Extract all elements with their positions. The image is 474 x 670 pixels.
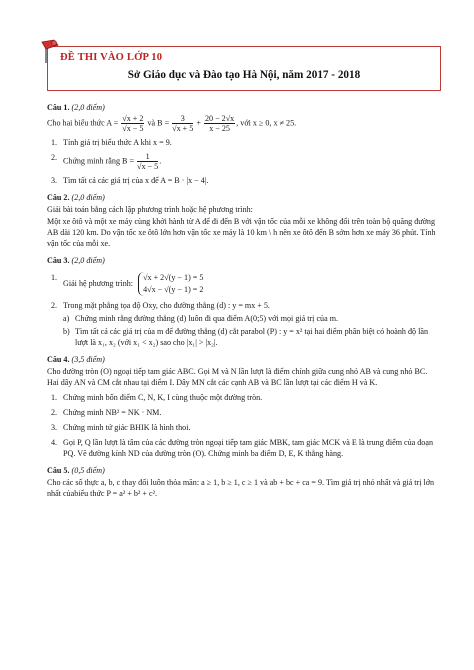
q1-item-3: 3. Tìm tất cả các giá trị của x để A = B · |x − 4|.	[51, 176, 209, 185]
q1-item-2: 2. Chứng minh rằng B = $\frac{1}{√x - 5}$ .	[51, 152, 162, 171]
q3-sub-b: b) Tìm tất cả các giá trị của m để đường thẳng (d) cắt parabol (P) : y = x² tại hai điểm phân biệt có hoành độ lần lượt là x₁, x₂ (với x₁ < x₂) sao cho |x₁| > |x₂|.	[63, 327, 429, 347]
q1-intro: Cho hai biểu thức A = $\frac{√x + 2}{√x - 5}$ và B = $\frac{3}{√x + 5}$ + $\frac{20 - 2√x}{x - 25}$ , với x ≥ 0, x ≠ 25.	[47, 114, 297, 133]
q4-item-3: 3. Chứng minh tứ giác BHIK là hình thoi.	[51, 423, 191, 432]
equation-system: √x + 2√(y − 1) = 5 4√x − √(y − 1) = 2	[138, 272, 203, 296]
q4-item-2: 2. Chứng minh NB² = NK · NM.	[51, 408, 162, 417]
header-title: Sở Giáo dục và Đào tạo Hà Nội, năm 2017 - 2018	[127, 69, 361, 81]
q2-heading: Câu 2. (2,0 điểm)	[47, 193, 105, 202]
header-box	[47, 46, 441, 91]
header-tag: ĐỀ THI VÀO LỚP 10	[60, 52, 163, 63]
q3-heading: Câu 3. (2,0 điểm)	[47, 256, 105, 265]
q5-statement: Cho các số thực a, b, c thay đổi luôn thỏa mãn: a ≥ 1, b ≥ 1, c ≥ 1 và ab + bc + ca = 9. Tìm giá trị nhỏ nhất và giá trị lớn nhất củabiểu thức P = a² + b² + c².	[47, 478, 435, 498]
q4-heading: Câu 4. (3,5 điểm)	[47, 355, 105, 364]
q1-heading: Câu 1. (2,0 điểm)	[47, 103, 105, 112]
fraction-A: $\frac{√x + 2}{√x - 5}$	[122, 114, 144, 133]
q4-statement: Cho đường tròn (O) ngoại tiếp tam giác ABC. Gọi M và N lần lượt là điểm chính giữa cung nhỏ AB và cung nhỏ BC. Hai dây AN và CM cắt nhau tại điểm I. Dây MN cắt các cạnh AB và BC lần lượt tại các điểm H và K.	[47, 367, 428, 387]
q3-sub-a: a) Chứng minh rằng đường thẳng (d) luôn đi qua điểm A(0;5) với mọi giá trị của m.	[63, 314, 339, 323]
fraction-B1: $\frac{3}{√x + 5}$	[172, 114, 194, 133]
q2-instruction: Giải bài toán bằng cách lập phương trình hoặc hệ phương trình:	[47, 205, 253, 214]
fraction-B2: $\frac{20 - 2√x}{x - 25}$	[204, 114, 235, 133]
fraction-B-simplified: $\frac{1}{√x - 5}$	[137, 152, 159, 171]
q5-heading: Câu 5. (0,5 điểm)	[47, 466, 105, 475]
q1-item-1: 1. Tính giá trị biểu thức A khi x = 9.	[51, 138, 172, 147]
q3-item-1: 1. Giải hệ phương trình: √x + 2√(y − 1) = 5 4√x − √(y − 1) = 2	[51, 273, 204, 294]
q2-problem: Một xe ôtô và một xe máy cùng khởi hành từ A để đi đến B với vận tốc của mỗi xe không đổi trên toàn bộ quãng đường AB dài 120 km. Do vận tốc xe ôtô lớn hơn vận tốc xe máy là 10 km \ h nên xe ôtô đến B sớm hơn xe máy 36 phút. Tính vận tốc của mỗi xe.	[47, 217, 436, 248]
pushpin-icon	[40, 38, 62, 64]
q4-item-1: 1. Chứng minh bốn điểm C, N, K, I cùng thuộc một đường tròn.	[51, 393, 263, 402]
exam-content	[47, 96, 439, 500]
q4-item-4: 4. Gọi P, Q lần lượt là tâm của các đường tròn ngoại tiếp tam giác MBK, tam giác MCK và E là trung điểm của đoạn PQ. Vẽ đường kính ND của đường tròn (O). Chứng minh ba điểm D, E, K thẳng hàng.	[51, 438, 433, 458]
q3-item-2: 2. Trong mặt phẳng tọa độ Oxy, cho đường thẳng (d) : y = mx + 5. a) Chứng minh rằng đường thẳng (d) luôn đi qua điểm A(0;5) với mọi giá trị của m. b) Tìm tất cả các giá trị của m để đường thẳng (d) cắt parabol (P) : y = x² tại hai điểm phân biệt có hoành độ lần lượt là x₁, x₂ (với x₁ < x₂) sao cho |x₁| > |x₂|.	[47, 300, 439, 348]
